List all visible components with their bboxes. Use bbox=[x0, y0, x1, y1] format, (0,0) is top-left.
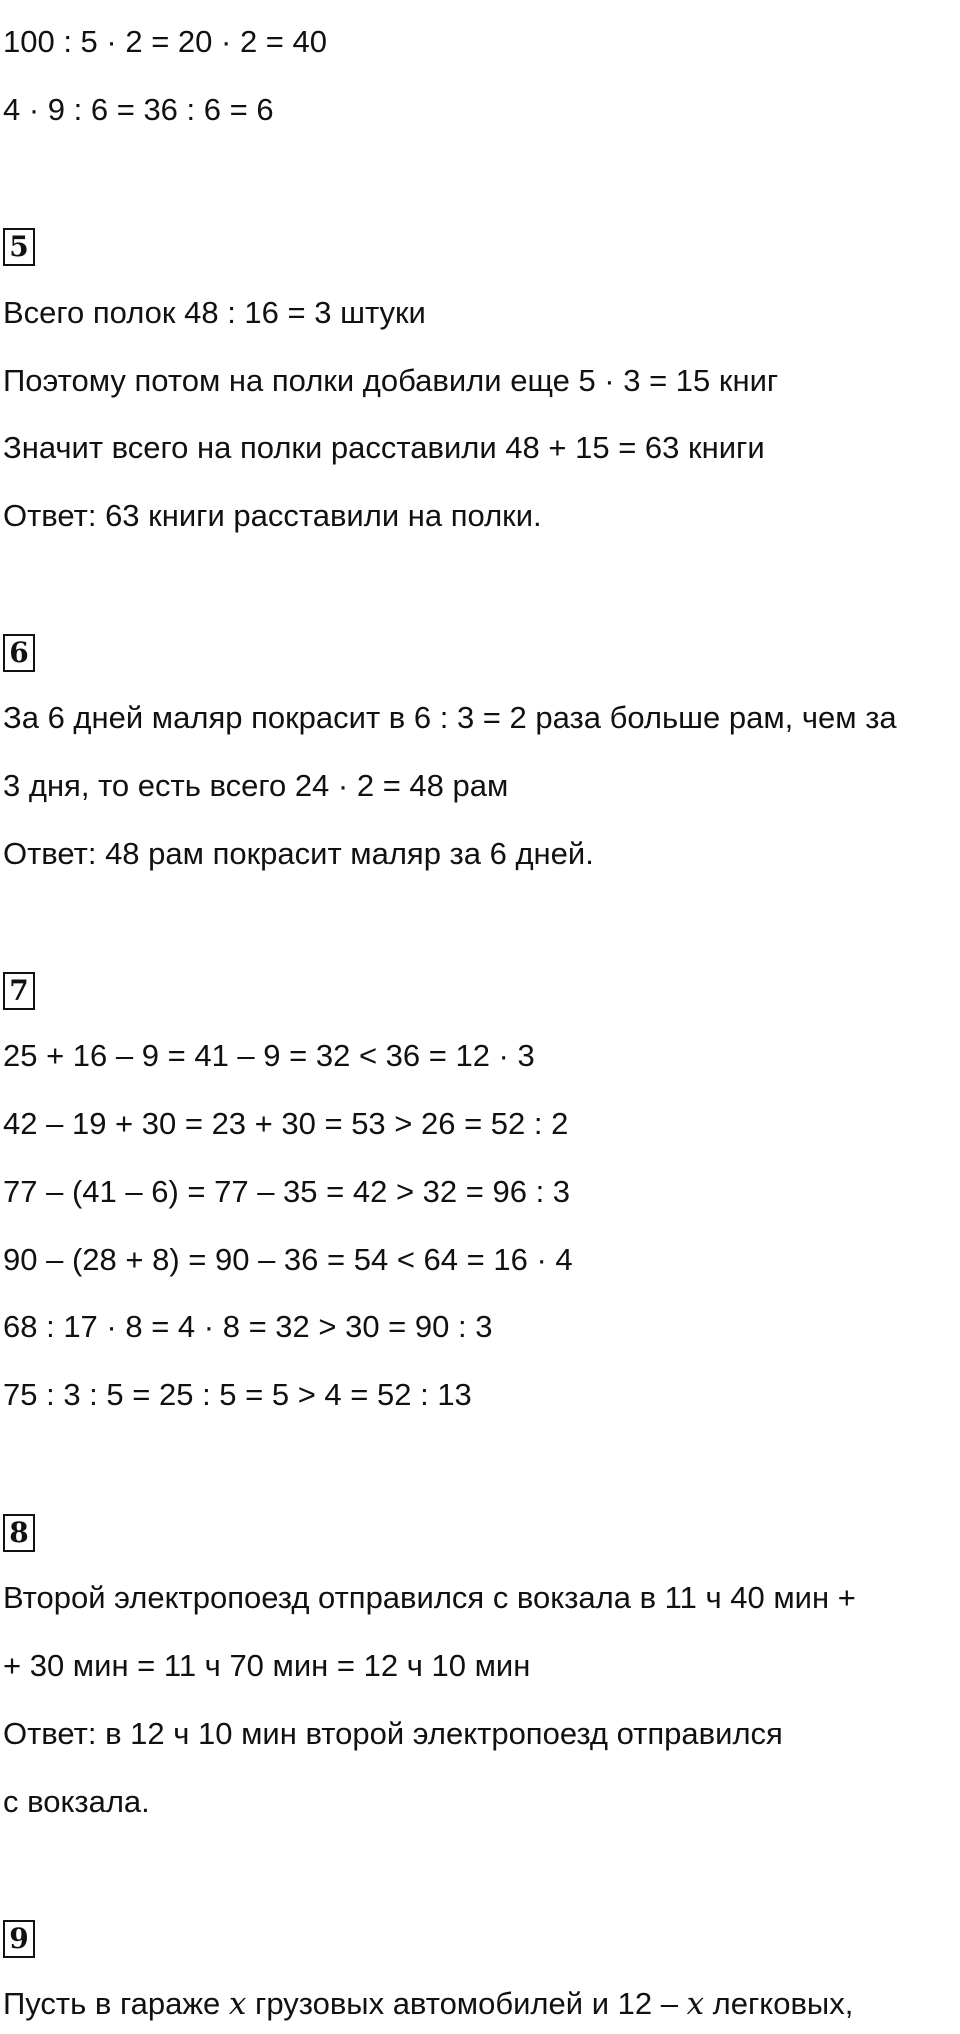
task-6-line-2: 3 дня, то есть всего 24 · 2 = 48 рам bbox=[3, 768, 509, 803]
task-8-line-2: + 30 мин = 11 ч 70 мин = 12 ч 10 мин bbox=[3, 1648, 531, 1683]
task-6-line-1: За 6 дней маляр покрасит в 6 : 3 = 2 раза больше рам, чем за bbox=[3, 700, 897, 735]
task-5-line-1: Всего полок 48 : 16 = 3 штуки bbox=[3, 295, 426, 330]
task-number-7: 7 bbox=[3, 972, 35, 1010]
task-5-line-2: Поэтому потом на полки добавили еще 5 · 3 = 15 книг bbox=[3, 363, 779, 398]
task-number-8: 8 bbox=[3, 1514, 35, 1552]
task-8-answer-cont: с вокзала. bbox=[3, 1784, 150, 1819]
intro-line-2: 4 · 9 : 6 = 36 : 6 = 6 bbox=[3, 92, 274, 127]
variable-x: x bbox=[686, 1986, 705, 2022]
task-8-answer: Ответ: в 12 ч 10 мин второй электропоезд отправился bbox=[3, 1716, 783, 1751]
task-6-answer: Ответ: 48 рам покрасит маляр за 6 дней. bbox=[3, 836, 594, 871]
task-8-line-1: Второй электропоезд отправился с вокзала в 11 ч 40 мин + bbox=[3, 1580, 856, 1615]
task-number-5: 5 bbox=[3, 228, 35, 266]
task-5-answer: Ответ: 63 книги расставили на полки. bbox=[3, 498, 542, 533]
task-7-line-5: 68 : 17 · 8 = 4 · 8 = 32 > 30 = 90 : 3 bbox=[3, 1309, 493, 1344]
task-7-line-4: 90 – (28 + 8) = 90 – 36 = 54 < 64 = 16 · 4 bbox=[3, 1242, 573, 1277]
intro-line-1: 100 : 5 · 2 = 20 · 2 = 40 bbox=[3, 24, 328, 59]
task-7-line-6: 75 : 3 : 5 = 25 : 5 = 5 > 4 = 52 : 13 bbox=[3, 1377, 472, 1412]
variable-x: x bbox=[228, 1986, 247, 2022]
task-5-line-3: Значит всего на полки расставили 48 + 15 = 63 книги bbox=[3, 430, 765, 465]
task-7-line-2: 42 – 19 + 30 = 23 + 30 = 53 > 26 = 52 : 2 bbox=[3, 1106, 569, 1141]
task-9-text-3: легковых, bbox=[704, 1986, 854, 2021]
task-9-text-1: Пусть в гараже bbox=[3, 1986, 229, 2021]
task-7-line-1: 25 + 16 – 9 = 41 – 9 = 32 < 36 = 12 · 3 bbox=[3, 1038, 535, 1073]
task-9-line-1 bbox=[3, 1984, 853, 2024]
task-9-text-2: грузовых автомобилей и 12 – bbox=[246, 1986, 687, 2021]
task-number-9: 9 bbox=[3, 1920, 35, 1958]
task-7-line-3: 77 – (41 – 6) = 77 – 35 = 42 > 32 = 96 : 3 bbox=[3, 1174, 571, 1209]
task-number-6: 6 bbox=[3, 634, 35, 672]
